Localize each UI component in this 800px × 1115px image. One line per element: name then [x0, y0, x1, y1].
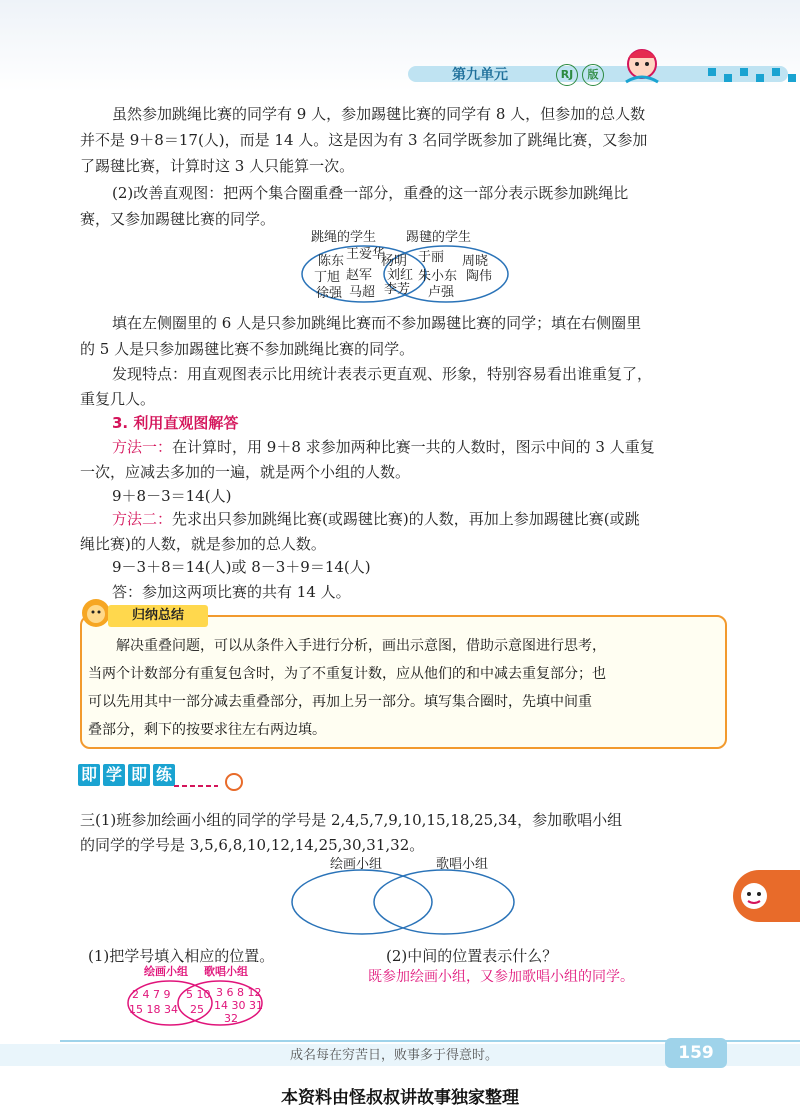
page-number: 159 [665, 1038, 727, 1068]
question-line: 三(1)班参加绘画小组的同学的学号是 2,4,5,7,9,10,15,18,25,34，参加歌唱小组 [80, 811, 623, 829]
venn-name: 卢强 [428, 285, 455, 300]
equation: 9＋8－3＝14(人) [112, 487, 232, 505]
venn-diagram-practice [290, 868, 516, 936]
answer-left-numbers: 15 18 34 [129, 1003, 178, 1016]
para-line: 重复几人。 [80, 390, 156, 408]
practice-tag-char: 练 [153, 764, 175, 786]
venn-name: 周晓 [462, 254, 489, 269]
practice-tag-char: 即 [128, 764, 150, 786]
venn-name: 赵军 [346, 268, 373, 283]
footer-credit: 本资料由怪叔叔讲故事独家整理 [281, 1088, 519, 1108]
method-two-line [112, 506, 640, 532]
unit-title: 第九单元 [452, 67, 508, 83]
answer-2: 既参加绘画小组，又参加歌唱小组的同学。 [368, 969, 634, 985]
method-two-label: 方法二： [112, 510, 173, 528]
edition-badge-ban: 版 [582, 64, 604, 86]
venn-name: 王爱华 [346, 247, 386, 262]
answer-left-numbers: 2 4 7 9 [132, 988, 171, 1001]
answer-middle-numbers: 5 10 [186, 988, 211, 1001]
practice-decoration [174, 772, 254, 792]
method-two-text: 先求出只参加跳绳比赛(或踢毽比赛)的人数，再加上参加踢毽比赛(或跳 [172, 510, 640, 528]
venn2-right-title: 歌唱小组 [436, 857, 489, 872]
para-line: 的 5 人是只参加踢毽比赛不参加跳绳比赛的同学。 [80, 340, 415, 358]
venn-name: 李芳 [384, 282, 411, 297]
para-line: (2)改善直观图：把两个集合圈重叠一部分，重叠的这一部分表示既参加跳绳比 [112, 184, 629, 202]
method-one-line [112, 434, 655, 460]
cartoon-girl-icon [612, 42, 672, 92]
para-line: 并不是 9＋8＝17(人)，而是 14 人。这是因为有 3 名同学既参加了跳绳比赛，又参加 [80, 131, 648, 149]
sub-question-1: (1)把学号填入相应的位置。 [88, 947, 275, 965]
answer-right-numbers: 3 6 8 12 [216, 986, 262, 999]
method-one-label: 方法一： [112, 438, 173, 456]
venn2-left-title: 绘画小组 [330, 857, 383, 872]
answer-venn-right-title: 歌唱小组 [204, 965, 248, 978]
venn-name: 于丽 [418, 250, 445, 265]
para-line: 绳比赛)的人数，就是参加的总人数。 [80, 535, 326, 553]
venn-name: 丁旭 [314, 270, 341, 285]
para-line: 填在左侧圈里的 6 人是只参加跳绳比赛而不参加踢毽比赛的同学；填在右侧圈里 [112, 314, 642, 332]
answer-middle-numbers: 25 [190, 1003, 204, 1016]
mascot-face-icon [738, 880, 770, 912]
practice-tag [78, 764, 178, 786]
edition-badge-rj: RJ [556, 64, 578, 86]
summary-line: 解决重叠问题，可以从条件入手进行分析，画出示意图，借助示意图进行思考， [116, 638, 606, 654]
venn-name: 朱小东 [418, 269, 458, 284]
venn-right-title: 踢毽的学生 [406, 230, 472, 245]
footer-motto: 成名每在穷苦日，败事多于得意时。 [290, 1048, 499, 1063]
para-line: 发现特点：用直观图表示比用统计表表示更直观、形象，特别容易看出谁重复了， [112, 365, 653, 383]
method-one-text: 在计算时，用 9＋8 求参加两种比赛一共的人数时，图示中间的 3 人重复 [172, 438, 655, 456]
para-line: 一次，应减去多加的一遍，就是两个小组的人数。 [80, 463, 411, 481]
summary-text [88, 632, 718, 744]
practice-tag-char: 学 [103, 764, 125, 786]
venn-name: 徐强 [316, 286, 343, 301]
summary-tag: 归纳总结 [108, 605, 208, 627]
summary-line: 叠部分，剩下的按要求往左右两边填。 [88, 722, 326, 738]
venn-name: 杨明 [381, 254, 408, 269]
answer-right-numbers: 14 30 31 [214, 999, 263, 1012]
question-line: 的同学的学号是 3,5,6,8,10,12,14,25,30,31,32。 [80, 836, 425, 854]
venn-name: 马超 [349, 285, 376, 300]
practice-tag-char: 即 [78, 764, 100, 786]
summary-line: 当两个计数部分有重复包含时，为了不重复计数，应从他们的和中减去重复部分；也 [88, 666, 606, 682]
para-line: 赛，又参加踢毽比赛的同学。 [80, 210, 276, 228]
summary-line: 可以先用其中一部分减去重叠部分，再加上另一部分。填写集合圈时，先填中间重 [88, 694, 592, 710]
answer-line: 答：参加这两项比赛的共有 14 人。 [112, 583, 351, 601]
equation: 9－3＋8＝14(人)或 8－3＋9＝14(人) [112, 558, 371, 576]
section-heading: 3. 利用直观图解答 [112, 414, 239, 432]
venn-left-title: 跳绳的学生 [311, 230, 377, 245]
venn-name: 陈东 [318, 254, 345, 269]
answer-venn-left-title: 绘画小组 [144, 965, 188, 978]
sub-question-2: (2)中间的位置表示什么？ [386, 947, 558, 965]
para-line: 虽然参加跳绳比赛的同学有 9 人，参加踢毽比赛的同学有 8 人，但参加的总人数 [112, 105, 646, 123]
venn-name: 陶伟 [466, 269, 493, 284]
answer-right-numbers: 32 [224, 1012, 238, 1025]
venn-name: 刘红 [387, 268, 414, 283]
para-line: 了踢毽比赛，计算时这 3 人只能算一次。 [80, 157, 355, 175]
